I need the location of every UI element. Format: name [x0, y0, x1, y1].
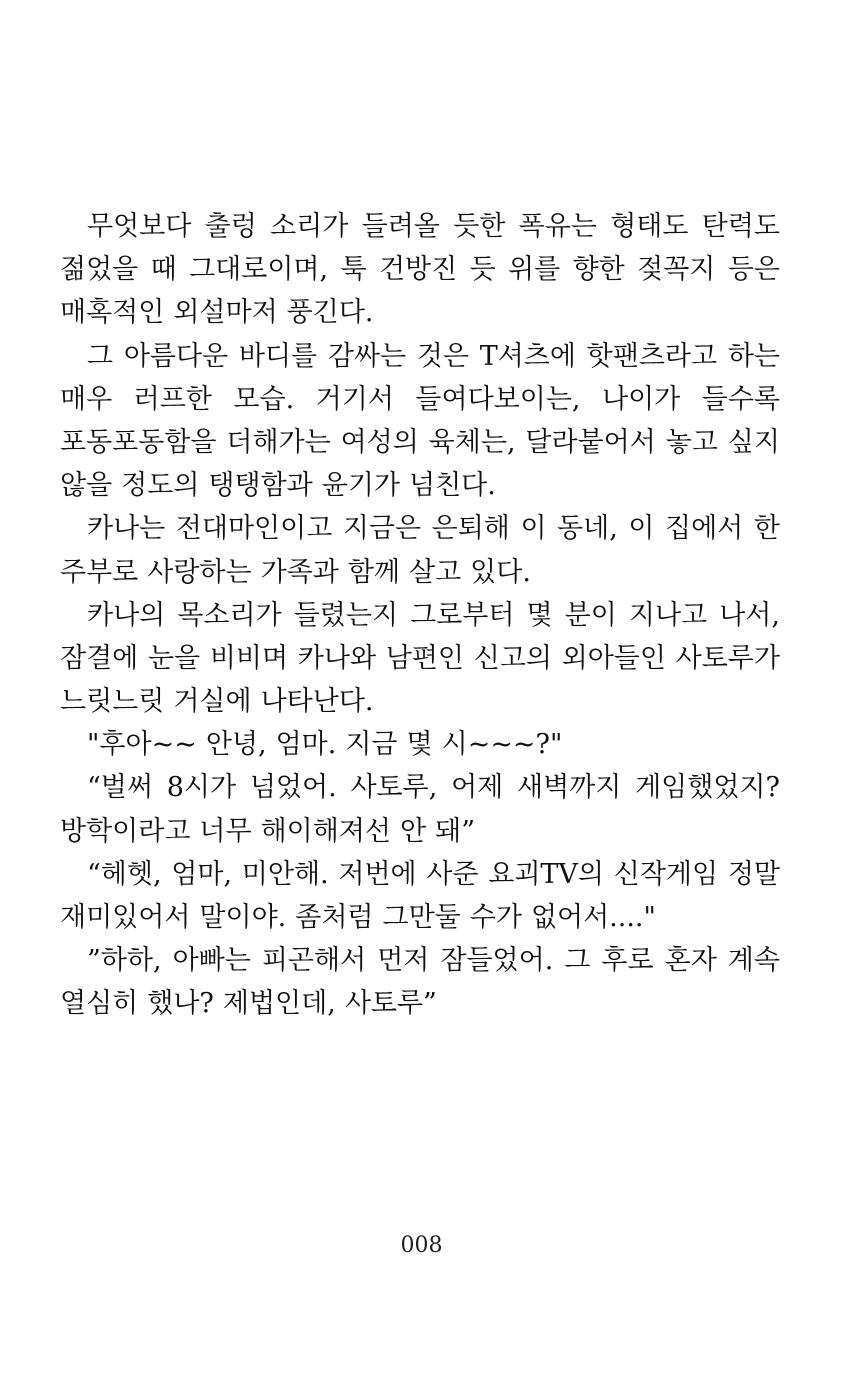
- word: 들렸는지: [293, 599, 399, 631]
- word: 카나와: [297, 642, 377, 674]
- word: 남편인: [385, 642, 464, 674]
- word: 느릿느릿: [60, 686, 165, 718]
- word: 지금은: [342, 513, 422, 545]
- text-line: [60, 766, 780, 809]
- word: 들수록: [701, 383, 780, 415]
- word: 몇: [526, 599, 553, 631]
- word: 달라붙어서: [525, 426, 656, 458]
- word: 먼저: [377, 945, 430, 977]
- word: 바디를: [238, 340, 318, 372]
- word: 계속: [727, 945, 780, 977]
- word: 없어서....": [530, 902, 656, 933]
- text-line: [60, 680, 780, 723]
- paragraph: [60, 766, 780, 852]
- word: 넘친다.: [409, 470, 496, 502]
- word: 더해가는: [226, 426, 331, 458]
- word: 모습.: [233, 383, 295, 415]
- word: 형태도: [610, 211, 689, 242]
- word: 함께: [347, 556, 400, 588]
- word: 그만둘: [382, 902, 461, 933]
- paragraph: [60, 723, 780, 766]
- word: 나서,: [719, 599, 780, 631]
- word: 새벽까지: [517, 772, 622, 804]
- word: 신고의: [473, 642, 552, 674]
- word: 풍긴다.: [286, 297, 374, 329]
- word: 윤기가: [321, 470, 400, 502]
- word: 감싸는: [327, 340, 407, 372]
- word: 건방진: [378, 254, 458, 286]
- word: 넘었어.: [249, 772, 337, 804]
- word: 어제: [451, 772, 504, 804]
- word: 눈을: [147, 642, 201, 674]
- word: 핫팬츠라고: [586, 340, 718, 372]
- text-line: [60, 291, 780, 334]
- word: 싶지: [727, 426, 780, 458]
- word: 폭유는: [518, 211, 597, 242]
- text-line: [60, 896, 780, 939]
- word: 지나고: [628, 599, 708, 631]
- word: 놓고: [665, 426, 718, 458]
- text-line: [60, 982, 780, 1025]
- word: 위를: [508, 254, 561, 286]
- word: 집에서: [665, 513, 744, 545]
- word: 탱탱함과: [208, 470, 313, 502]
- word: 은퇴해: [431, 513, 510, 545]
- word: 아빠는: [172, 945, 251, 977]
- word: 향한: [572, 254, 625, 286]
- word: 살고: [409, 556, 462, 588]
- word: 이: [628, 513, 655, 545]
- page-body: [60, 205, 780, 1026]
- text-line: [60, 205, 780, 248]
- word: 러프한: [133, 383, 212, 415]
- word: 있다.: [470, 556, 531, 588]
- word: 요괴TV의: [488, 858, 605, 890]
- word: ”하하,: [87, 945, 162, 977]
- word: 방학이라고: [60, 815, 191, 847]
- word: 신작게임: [613, 858, 719, 890]
- text-line: [60, 421, 780, 464]
- word: 아름다운: [123, 340, 229, 372]
- word: 외설마저: [173, 297, 278, 329]
- word: 정말: [727, 858, 780, 890]
- word: 8시가: [166, 772, 237, 804]
- text-line: [60, 723, 780, 766]
- word: 잠결에: [60, 642, 139, 674]
- word: 돼”: [435, 815, 475, 847]
- word: 혼자: [664, 945, 717, 977]
- word: 목소리가: [177, 599, 282, 631]
- word: 그대로이며,: [189, 254, 329, 286]
- text-line: [60, 810, 780, 853]
- word: 여성의: [340, 426, 419, 458]
- word: 포동포동함을: [60, 426, 217, 458]
- word: 좀처럼: [295, 902, 374, 933]
- text-line: [60, 594, 780, 637]
- text-line: [60, 378, 780, 421]
- word: 툭: [340, 254, 367, 286]
- word: 사준: [426, 858, 479, 890]
- word: 했나?: [147, 988, 214, 1020]
- word: 나이가: [602, 383, 681, 415]
- paragraph: [60, 205, 780, 335]
- word: 듯: [469, 254, 496, 286]
- word: 수가: [469, 902, 522, 933]
- text-line: [60, 551, 780, 594]
- word: 분이: [564, 599, 617, 631]
- word: 엄마.: [275, 729, 337, 761]
- paragraph: [60, 507, 780, 593]
- word: 들려올: [361, 211, 440, 242]
- word: 때: [150, 254, 177, 286]
- word: 잠들었어.: [440, 945, 554, 977]
- word: 한: [753, 513, 780, 545]
- word: "후아~~: [87, 729, 197, 761]
- word: 지금: [345, 729, 398, 761]
- word: 사토루,: [350, 772, 438, 804]
- word: 젖꼭지: [637, 254, 716, 286]
- paragraph: [60, 939, 780, 1025]
- word: 너무: [199, 815, 252, 847]
- paragraph: [60, 853, 780, 939]
- word: 카나는: [87, 513, 166, 545]
- word: 엄마,: [171, 858, 233, 890]
- word: 그: [564, 945, 591, 977]
- paragraph: [60, 594, 780, 724]
- text-line: [60, 507, 780, 550]
- word: 가족과: [260, 556, 339, 588]
- word: 매우: [60, 383, 113, 415]
- word: 피곤해서: [261, 945, 367, 977]
- word: 재미있어서: [60, 902, 191, 933]
- word: 안: [400, 815, 427, 847]
- word: 해이해져선: [260, 815, 392, 847]
- word: 것은: [416, 340, 469, 372]
- text-line: [60, 464, 780, 507]
- word: 않을: [60, 470, 113, 502]
- word: 무엇보다: [87, 211, 192, 242]
- word: 주부로: [60, 556, 139, 588]
- word: 나타난다.: [260, 686, 374, 718]
- word: 미안해.: [241, 858, 329, 890]
- word: 시~~~?": [441, 729, 563, 761]
- word: 저번에: [338, 858, 417, 890]
- word: 그로부터: [410, 599, 515, 631]
- word: 등은: [727, 254, 780, 286]
- word: 육체는,: [428, 426, 516, 458]
- word: 소리가: [270, 211, 349, 242]
- word: 정도의: [121, 470, 200, 502]
- word: 몇: [406, 729, 433, 761]
- word: 그: [87, 340, 114, 372]
- word: “헤헷,: [87, 858, 162, 890]
- text-line: [60, 637, 780, 680]
- word: 카나의: [87, 599, 166, 631]
- word: 게임했었지?: [635, 772, 780, 804]
- word: 전대마인이고: [175, 513, 333, 545]
- word: 거기서: [315, 383, 394, 415]
- text-line: [60, 853, 780, 896]
- word: 열심히: [60, 988, 139, 1020]
- word: 비비며: [209, 642, 289, 674]
- word: 후로: [601, 945, 654, 977]
- word: 출렁: [204, 211, 257, 242]
- word: 제법인데,: [222, 988, 336, 1020]
- paragraph: [60, 335, 780, 508]
- word: 탄력도: [701, 211, 780, 242]
- word: 들여다보이는,: [415, 383, 581, 415]
- word: 사토루”: [344, 988, 437, 1020]
- word: “벌써: [87, 772, 153, 804]
- text-line: [60, 939, 780, 982]
- page-number: 008: [400, 1233, 443, 1258]
- word: 사토루가: [675, 642, 780, 674]
- word: 안녕,: [205, 729, 267, 761]
- word: 이: [520, 513, 547, 545]
- word: 동네,: [557, 513, 618, 545]
- word: 외아들인: [561, 642, 666, 674]
- text-line: [60, 248, 780, 291]
- text-line: [60, 335, 780, 378]
- word: 듯한: [453, 211, 506, 242]
- word: 거실에: [173, 686, 252, 718]
- word: 젊었을: [60, 254, 139, 286]
- word: 하는: [727, 340, 780, 372]
- word: 매혹적인: [60, 297, 165, 329]
- word: T셔츠에: [479, 340, 576, 372]
- word: 말이야.: [199, 902, 287, 933]
- word: 사랑하는: [147, 556, 252, 588]
